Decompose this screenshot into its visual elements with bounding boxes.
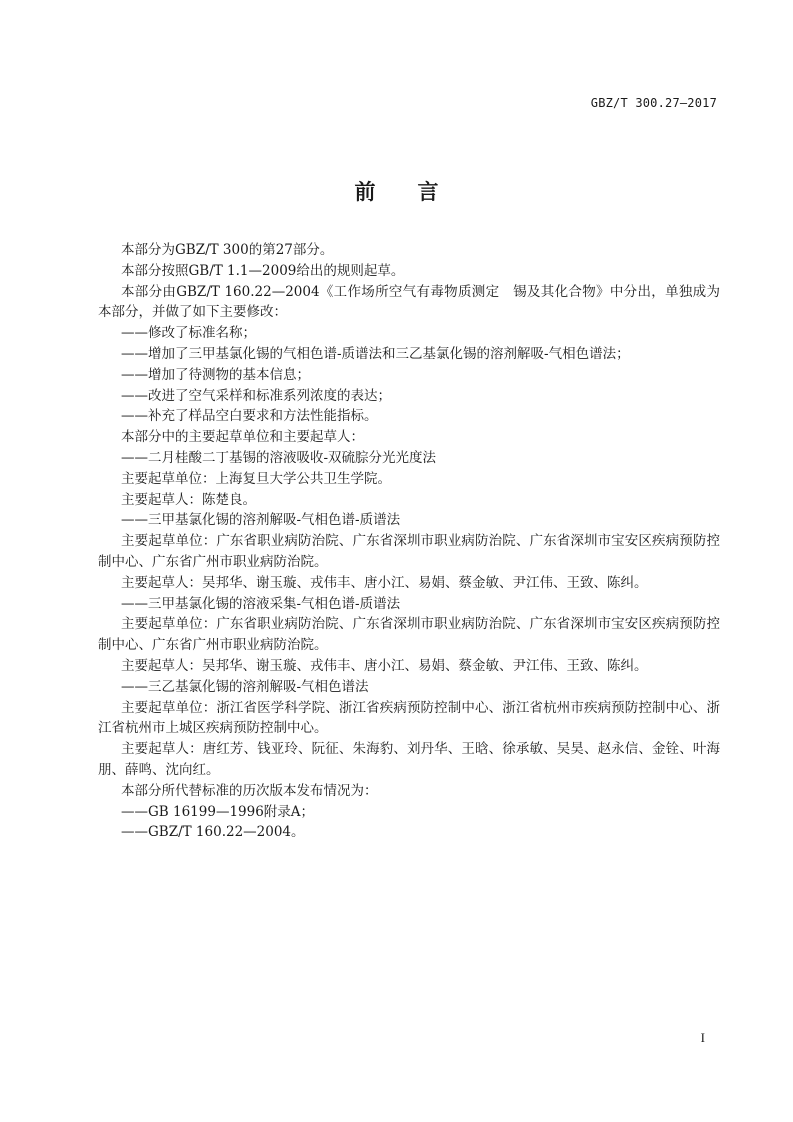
paragraph: 本部分由GBZ/T 160.22—2004《工作场所空气有毒物质测定 锡及其化合物》中分出，单独成为本部分，并做了如下主要修改：	[98, 283, 720, 321]
drafters: 主要起草人：唐红芳、钱亚玲、阮征、朱海豹、刘丹华、王晗、徐承敏、吴昊、赵永信、金铨、叶海朋、薛鸣、沈向红。	[98, 741, 720, 778]
drafters: 主要起草人：吴邦华、谢玉璇、戎伟丰、唐小江、易娟、蔡金敏、尹江伟、王致、陈纠。	[121, 574, 648, 591]
foreword-body	[98, 240, 720, 843]
page-title: 前言	[354, 180, 481, 204]
drafting-units: 主要起草单位：广东省职业病防治院、广东省深圳市职业病防治院、广东省深圳市宝安区疾病预防控制中心、广东省广州市职业病防治院。	[98, 533, 720, 570]
paragraph: 本部分所代替标准的历次版本发布情况为：	[121, 782, 378, 799]
list-item: ——GBZ/T 160.22—2004。	[121, 824, 305, 841]
drafting-units: 主要起草单位：广东省职业病防治院、广东省深圳市职业病防治院、广东省深圳市宝安区疾病预防控制中心、广东省广州市职业病防治院。	[98, 616, 720, 654]
list-item: ——改进了空气采样和标准系列浓度的表达；	[121, 387, 391, 404]
list-item: ——增加了三甲基氯化锡的气相色谱-质谱法和三乙基氯化锡的溶剂解吸-气相色谱法；	[121, 345, 630, 362]
method-heading: ——三甲基氯化锡的溶液采集-气相色谱-质谱法	[121, 595, 401, 612]
method-heading: ——三甲基氯化锡的溶剂解吸-气相色谱-质谱法	[121, 512, 401, 529]
list-item: ——修改了标准名称；	[121, 325, 256, 342]
list-item: ——增加了待测物的基本信息；	[121, 366, 310, 383]
paragraph: 本部分中的主要起草单位和主要起草人：	[121, 429, 364, 446]
paragraph: 本部分按照GB/T 1.1—2009给出的规则起草。	[121, 262, 405, 279]
list-item: ——补充了样品空白要求和方法性能指标。	[121, 408, 378, 425]
drafting-units: 主要起草单位：浙江省医学科学院、浙江省疾病预防控制中心、浙江省杭州市疾病预防控制中心、浙江省杭州市上城区疾病预防控制中心。	[98, 699, 720, 737]
drafters: 主要起草人：陈楚良。	[121, 491, 256, 508]
standard-code: GBZ/T 300.27—2017	[590, 96, 717, 110]
drafting-units: 主要起草单位：上海复旦大学公共卫生学院。	[121, 470, 391, 487]
method-heading: ——二月桂酸二丁基锡的溶液吸收-双硫腙分光光度法	[121, 449, 437, 466]
method-heading: ——三乙基氯化锡的溶剂解吸-气相色谱法	[121, 678, 369, 695]
drafters: 主要起草人：吴邦华、谢玉璇、戎伟丰、唐小江、易娟、蔡金敏、尹江伟、王致、陈纠。	[121, 657, 648, 674]
paragraph: 本部分为GBZ/T 300的第27部分。	[121, 242, 334, 258]
page-number: I	[700, 1030, 705, 1045]
list-item: ——GB 16199—1996附录A；	[121, 803, 315, 820]
